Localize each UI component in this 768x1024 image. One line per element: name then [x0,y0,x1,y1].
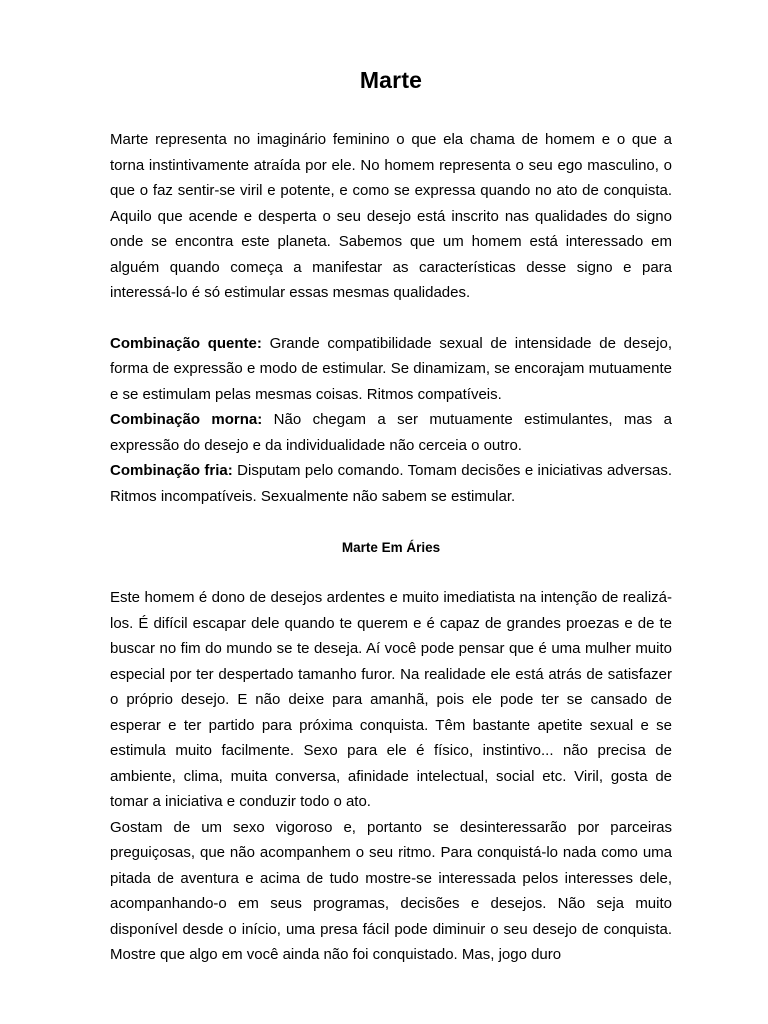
section-heading: Marte Em Áries [341,540,441,555]
combinations-list [110,331,672,510]
combination-hot [110,331,672,408]
combination-cold-label: Combinação fria: [110,462,233,479]
section-paragraph: Gostam de um sexo vigoroso e, portanto se desinteressarão por parceiras preguiçosas, que não acompanhem o seu ritmo. Para conquistá-lo nada como uma pitada de aventura e acima de tudo mostre-se interessada pelos interesses dele, acompanhando-o em seus programas, decisões e desejos. Não seja muito disponível desde o início, uma presa fácil pode diminuir o seu desejo de conquista. Mostre que algo em você ainda não foi conquistado. Mas, jogo duro [110,818,672,963]
combination-cold-text: Disputam pelo comando. Tomam decisões e iniciativas adversas. Ritmos incompatíveis. Sexualmente não sabem se estimular. [110,462,673,505]
combination-cold [110,458,672,509]
document-body [110,64,672,968]
intro-paragraph: Marte representa no imaginário feminino o que ela chama de homem e o que a torna instintivamente atraída por ele. No homem representa o seu ego masculino, o que o faz sentir-se viril e potente, e como se expressa quando no ato de conquista. Aquilo que acende e desperta o seu desejo está inscrito nas qualidades do signo onde se encontra este planeta. Sabemos que um homem está interessado em alguém quando começa a manifestar as características desse signo e para interessá-lo é só estimular essas mesmas qualidades. [110,131,672,301]
combination-warm-text: Não chegam a ser mutuamente estimulantes, mas a expressão do desejo e da individualidade não cerceia o outro. [110,411,672,454]
combination-hot-text: Grande compatibilidade sexual de intensidade de desejo, forma de expressão e modo de estimular. Se dinamizam, se encorajam mutuamente e se estimulam pelas mesmas coisas. Ritmos compatíveis. [110,334,672,403]
page-title: Marte [359,67,423,93]
combination-warm-label: Combinação morna: [110,411,263,428]
section-paragraph: Este homem é dono de desejos ardentes e muito imediatista na intenção de realizá-los. É difícil escapar dele quando te querem e é capaz de grandes proezas e de te buscar no fim do mundo se te deseja. Aí você pode pensar que é uma mulher muito especial por ter despertado tamanho furor. Na realidade ele está atrás de satisfazer o próprio desejo. E não deixe para amanhã, pois ele pode ter se cansado de esperar e ter partido para próxima conquista. Têm bastante apetite sexual e se estimula muito facilmente. Sexo para ele é físico, instintivo... não precisa de ambiente, clima, muita conversa, afinidade intelectual, social etc. Viril, gosta de tomar a iniciativa e conduzir todo o ato. [110,589,672,810]
combination-hot-label: Combinação quente: [110,334,262,352]
combination-warm [110,407,672,458]
